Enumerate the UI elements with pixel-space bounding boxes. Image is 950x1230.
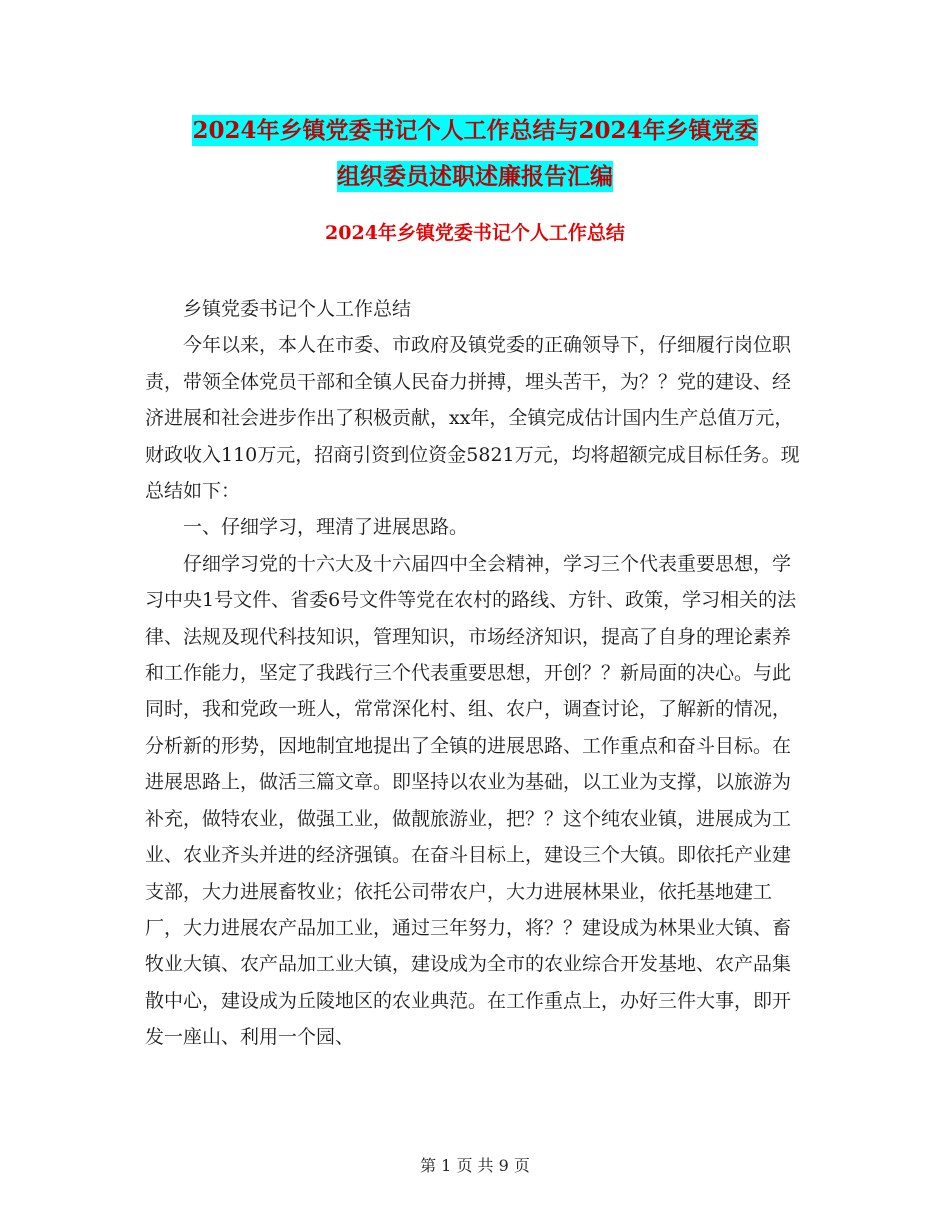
paragraph: 仔细学习党的十六大及十六届四中全会精神，学习三个代表重要思想，学习中央1号文件、省委6号文件等党在农村的路线、方针、政策，学习相关的法律、法规及现代科技知识，管理知识，市场经济知识，提高了自身的理论素养和工作能力，坚定了我践行三个代表重要思想，开创？？新局面的决心。与此同时，我和党政一班人，常常深化村、组、农户，调查讨论，了解新的情况，分析新的形势，因地制宜地提出了全镇的进展思路、工作重点和奋斗目标。在进展思路上，做活三篇文章。即坚持以农业为基础，以工业为支撑，以旅游为补充，做特农业，做强工业，做靓旅游业，把？？这个纯农业镇，进展成为工业、农业齐头并进的经济强镇。在奋斗目标上，建设三个大镇。即依托产业建支部，大力进展畜牧业；依托公司带农户，大力进展林果业，依托基地建工厂，大力进展农产品加工业，通过三年努力，将？？建设成为林果业大镇、畜牧业大镇、农产品加工业大镇，建设成为全市的农业综合开发基地、农产品集散中心，建设成为丘陵地区的农业典范。在工作重点上，办好三件大事，即开发一座山、利用一个园、 — [145, 552, 797, 1049]
document-title — [0, 108, 950, 200]
page-footer: 第 1 页 共 9 页 — [420, 1156, 530, 1175]
title-line-2: 组织委员述职述廉报告汇编 — [337, 163, 613, 190]
paragraph: 乡镇党委书记个人工作总结 — [183, 298, 412, 320]
section-title: 2024年乡镇党委书记个人工作总结 — [325, 222, 625, 244]
paragraph: 今年以来，本人在市委、市政府及镇党委的正确领导下，仔细履行岗位职责，带领全体党员干部和全镇人民奋力拼搏，埋头苦干，为？？党的建设、经济进展和社会进步作出了积极贡献，xx年，全镇完成估计国内生产总值万元，财政收入110万元，招商引资到位资金5821万元，均将超额完成目标任务。现总结如下： — [145, 334, 800, 503]
paragraph: 一、仔细学习，理清了进展思路。 — [183, 516, 469, 539]
title-line-1: 2024年乡镇党委书记个人工作总结与2024年乡镇党委 — [192, 117, 758, 144]
body-text — [145, 291, 805, 1056]
